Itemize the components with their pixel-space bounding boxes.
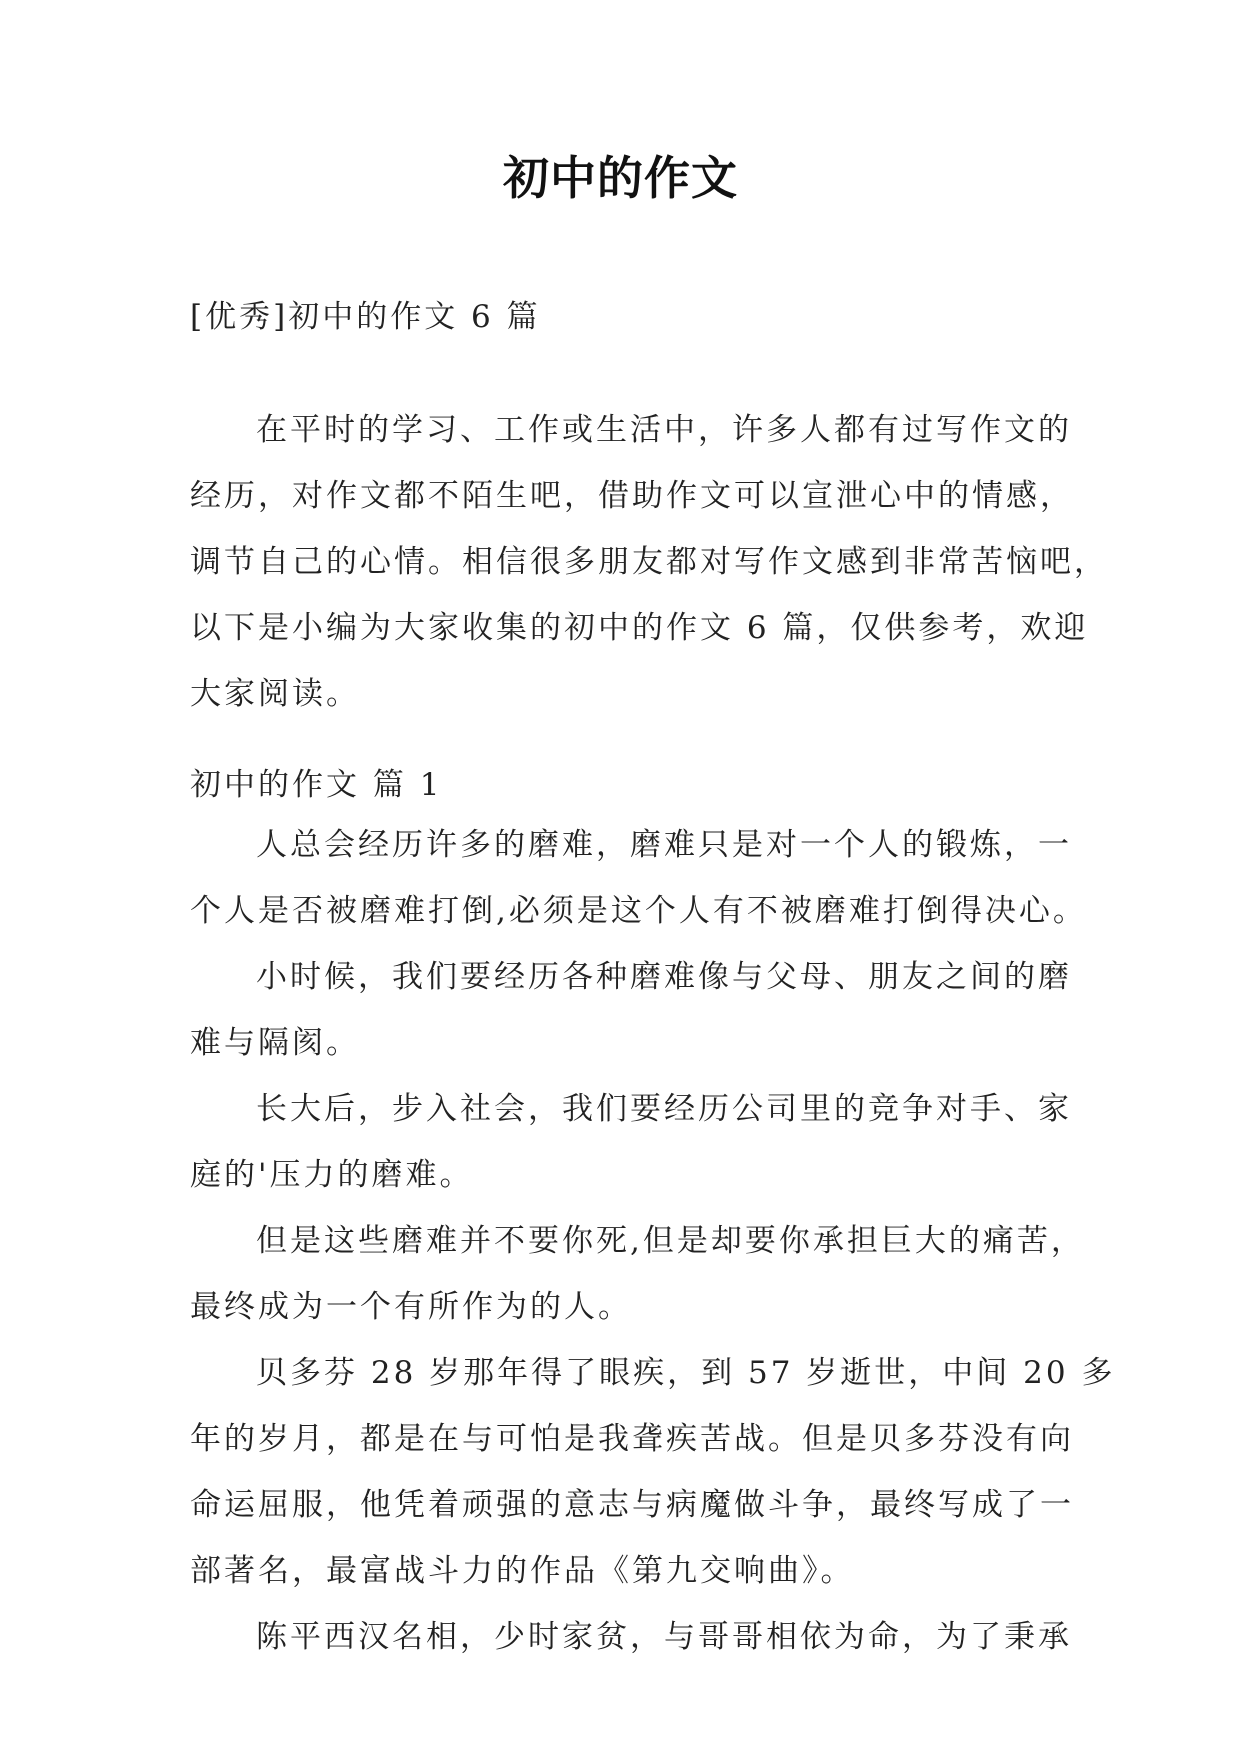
body-line: 部著名，最富战斗力的作品《第九交响曲》。 [190,1553,855,1589]
intro-line: 调节自己的心情。相信很多朋友都对写作文感到非常苦恼吧， [190,544,1108,580]
intro-line: 大家阅读。 [190,676,360,712]
intro-line: 在平时的学习、工作或生活中，许多人都有过写作文的 [256,412,1072,448]
body-line: 陈平西汉名相，少时家贫，与哥哥相依为命，为了秉承 [256,1619,1072,1655]
body-line: 庭的'压力的磨难。 [190,1157,474,1193]
subtitle-line: [优秀]初中的作文 6 篇 [190,299,541,335]
document-title: 初中的作文 [503,151,738,205]
body-line: 长大后，步入社会，我们要经历公司里的竞争对手、家 [256,1091,1072,1127]
document-subtitle [190,284,1060,350]
essay-body [190,812,1116,1670]
body-line: 难与隔阂。 [190,1025,360,1061]
intro-line: 以下是小编为大家收集的初中的作文 6 篇，仅供参考，欢迎 [190,610,1089,646]
body-line: 最终成为一个有所作为的人。 [190,1289,632,1325]
body-line: 但是这些磨难并不要你死,但是却要你承担巨大的痛苦， [256,1223,1085,1259]
body-line: 个人是否被磨难打倒,必须是这个人有不被磨难打倒得决心。 [190,893,1087,929]
section-heading: 初中的作文 篇 1 [190,767,443,803]
body-line: 贝多芬 28 岁那年得了眼疾，到 57 岁逝世，中间 20 多 [256,1355,1116,1391]
body-line: 小时候，我们要经历各种磨难像与父母、朋友之间的磨 [256,959,1072,995]
intro-paragraph [190,397,1108,727]
section-heading-block [190,752,1060,818]
body-line: 年的岁月，都是在与可怕是我聋疾苦战。但是贝多芬没有向 [190,1421,1074,1457]
body-line: 人总会经历许多的磨难，磨难只是对一个人的锻炼，一 [256,827,1072,863]
body-line: 命运屈服，他凭着顽强的意志与病魔做斗争，最终写成了一 [190,1487,1074,1523]
intro-line: 经历，对作文都不陌生吧，借助作文可以宣泄心中的情感， [190,478,1074,514]
